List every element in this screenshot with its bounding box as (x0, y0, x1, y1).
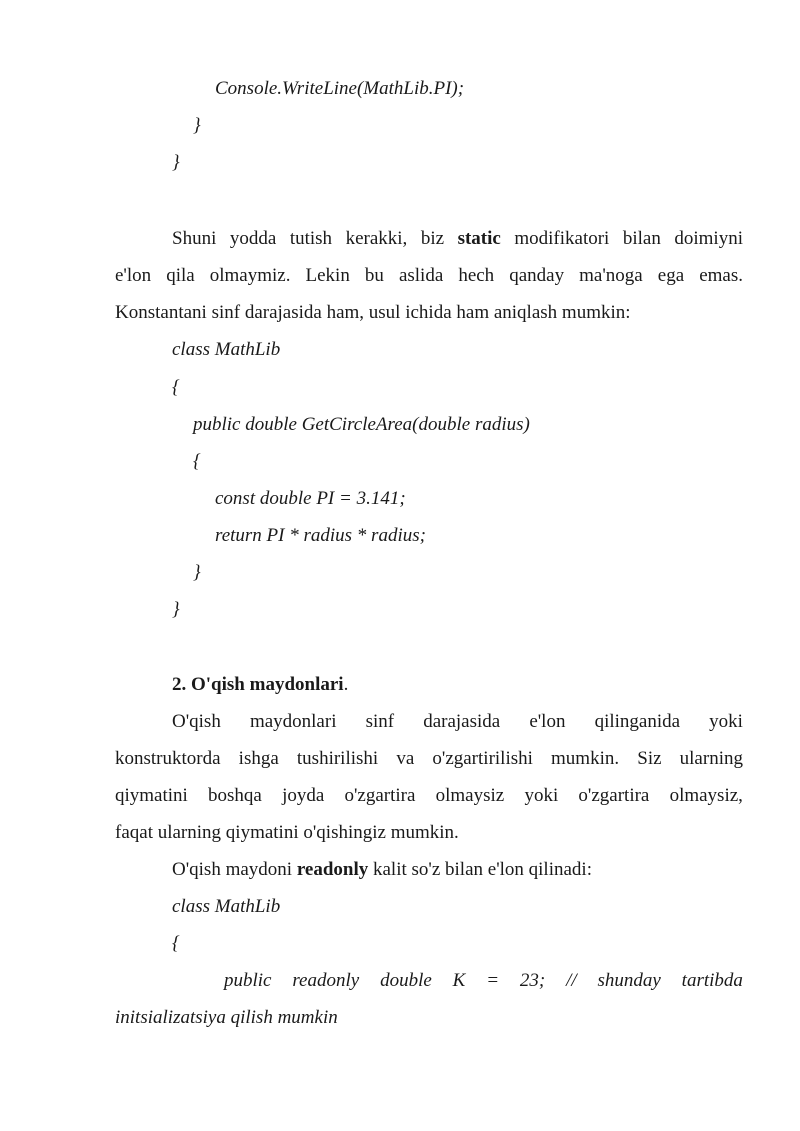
text-span: Siz (637, 748, 662, 769)
text-span: aslida (398, 265, 444, 286)
text-span: kalit so'z bilan e'lon qilinadi: (373, 859, 592, 880)
text-span: 23; (519, 970, 546, 991)
keyword-static: static (457, 228, 501, 249)
text-span: biz (420, 228, 445, 249)
text-span: va (396, 748, 415, 769)
text-span: doimiyni (674, 228, 743, 249)
code-line: const double PI = 3.141; (215, 488, 406, 509)
keyword-readonly: readonly (296, 859, 369, 880)
text-span: ishga (238, 748, 279, 769)
code-line: class MathLib (172, 896, 281, 917)
section-title-suffix: . (343, 674, 349, 695)
text-span: olmaymiz. (209, 265, 291, 286)
text-span: Shuni (172, 228, 217, 249)
text-span: yoki (709, 711, 743, 732)
code-line: return PI * radius * radius; (215, 525, 426, 546)
text-span: // (566, 970, 577, 991)
text-span: olmaysiz (435, 785, 505, 806)
text-span: shunday (597, 970, 661, 991)
text-span: Lekin (305, 265, 350, 286)
paragraph-line (172, 858, 592, 882)
text-span: o'zgartirilishi (432, 748, 533, 769)
code-line: public double GetCircleArea(double radius) (193, 414, 530, 435)
section-title: 2. O'qish maydonlari (172, 674, 344, 695)
paragraph-line (115, 264, 743, 288)
text-span: K (452, 970, 466, 991)
text-span: yoki (524, 785, 559, 806)
section-heading (172, 673, 348, 697)
text-span: emas. (699, 265, 743, 286)
text-span: ega (657, 265, 685, 286)
text-span: o'zgartira (344, 785, 416, 806)
text-span: hech (458, 265, 495, 286)
text-span: qilinganida (594, 711, 681, 732)
code-line: { (172, 377, 180, 398)
code-line: { (172, 933, 180, 954)
text-span: darajasida (423, 711, 501, 732)
text-span: double (380, 970, 432, 991)
text-span: O'qish (172, 711, 221, 732)
paragraph-line (115, 747, 743, 771)
text-span: ma'noga (579, 265, 643, 286)
text-span: mumkin. (551, 748, 620, 769)
text-span: modifikatori (514, 228, 610, 249)
code-line: Console.WriteLine(MathLib.PI); (215, 78, 465, 99)
paragraph-line (115, 784, 743, 808)
text-span: yodda (229, 228, 277, 249)
text-span: kerakki, (345, 228, 408, 249)
text-span: bu (364, 265, 384, 286)
text-span: ularning (679, 748, 743, 769)
text-span: tartibda (681, 970, 743, 991)
text-span: qila (166, 265, 195, 286)
text-span: tutish (289, 228, 333, 249)
text-span: konstruktorda (115, 748, 221, 769)
paragraph-line: Konstantani sinf darajasida ham, usul ichida ham aniqlash mumkin: (115, 302, 631, 323)
code-line: } (193, 562, 201, 583)
code-line: } (193, 115, 201, 136)
text-span: o'zgartira (578, 785, 650, 806)
text-span: readonly (292, 970, 360, 991)
text-span: tushirilishi (296, 748, 379, 769)
text-span: O'qish maydoni (172, 859, 293, 880)
paragraph-line: faqat ularning qiymatini o'qishingiz mumkin. (115, 822, 459, 843)
text-span: qanday (509, 265, 565, 286)
code-line: { (193, 451, 201, 472)
text-span: sinf (365, 711, 395, 732)
text-span: maydonlari (249, 711, 337, 732)
code-line: class MathLib (172, 339, 281, 360)
text-span: qiymatini (115, 785, 188, 806)
text-span: = (486, 970, 500, 991)
code-line: initsializatsiya qilish mumkin (115, 1007, 338, 1028)
code-line (224, 969, 743, 993)
text-span: bilan (622, 228, 661, 249)
paragraph-line (172, 227, 743, 251)
text-span: olmaysiz, (669, 785, 743, 806)
text-span: joyda (282, 785, 325, 806)
text-span: public (224, 970, 272, 991)
text-span: boshqa (208, 785, 262, 806)
paragraph-line (172, 710, 743, 734)
code-line: } (172, 599, 180, 620)
text-span: e'lon (115, 265, 152, 286)
code-line: } (172, 152, 180, 173)
text-span: e'lon (529, 711, 566, 732)
